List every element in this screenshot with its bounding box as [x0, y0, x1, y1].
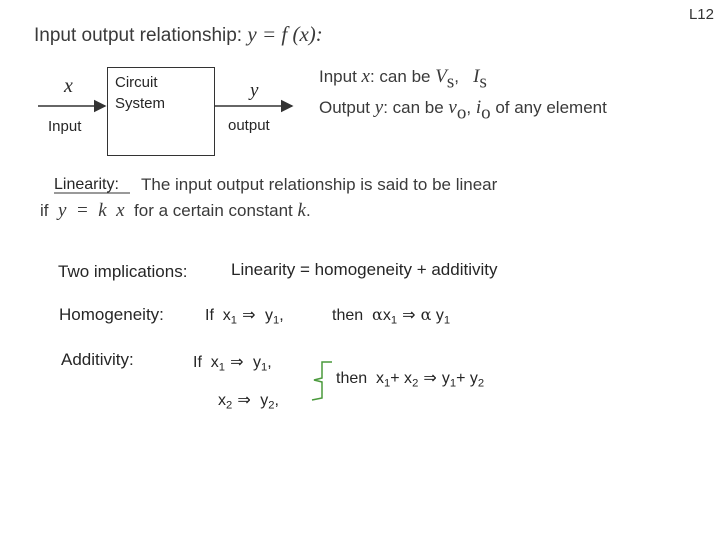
io-text: , [454, 67, 474, 86]
cond-equation: y = k x [57, 200, 125, 221]
math-text: y [431, 307, 444, 324]
output-variable: y [250, 80, 259, 101]
math-text: + y [456, 370, 478, 387]
output-label: output [228, 117, 270, 134]
cond-math: k [297, 200, 306, 221]
io-math: V [435, 66, 447, 87]
io-description [319, 64, 607, 125]
math-text: then [332, 307, 373, 324]
linearity-heading: Linearity: [54, 176, 119, 193]
homogeneity-label: Homogeneity: [59, 305, 164, 324]
cond-text: for a certain constant [124, 201, 298, 220]
math-sub: 1 [218, 361, 226, 374]
additivity-conclusion [336, 368, 484, 389]
linearity-condition [40, 200, 311, 222]
math-sub: 1 [230, 314, 238, 327]
cond-text: if [40, 201, 58, 220]
input-variable: x [64, 75, 73, 97]
math-text: , [267, 354, 272, 371]
io-text: : can be [383, 97, 449, 117]
math-text: , [279, 307, 284, 324]
math-text: y [248, 354, 262, 371]
io-math: v [448, 96, 457, 118]
io-text: of any element [490, 97, 607, 117]
math-text: x [382, 307, 391, 324]
io-text: , [466, 97, 476, 117]
additivity-premise-1 [193, 352, 272, 373]
math-sub: 2 [477, 377, 485, 390]
linearity-definition: The input output relationship is said to be linear [141, 175, 498, 194]
io-text: Input [319, 67, 362, 86]
linearity-equation: Linearity = homogeneity + additivity [231, 260, 498, 279]
math-sub: 1 [390, 314, 398, 327]
math-sub: 2 [268, 399, 275, 412]
input-description-line [319, 64, 607, 95]
io-sub: o [456, 102, 467, 124]
io-math: i [475, 96, 482, 118]
title-prefix: Input output relationship: [34, 25, 248, 46]
additivity-brace [312, 362, 332, 400]
title-equation: y = f (x): [247, 22, 323, 46]
math-text: y [255, 392, 269, 409]
math-sub: 1 [261, 361, 268, 374]
homogeneity-premise [205, 305, 284, 326]
io-sub: s [479, 71, 487, 93]
math-text: + x [390, 370, 413, 387]
io-math: I [473, 66, 480, 87]
math-sub: 1 [449, 377, 457, 390]
math-sub: 2 [412, 377, 419, 390]
io-text: Output [319, 97, 375, 117]
implies-symbol: ⇒ [397, 305, 421, 324]
math-text: y [260, 307, 274, 324]
input-label: Input [48, 118, 82, 135]
math-text: If x [205, 307, 231, 324]
math-sub: 1 [384, 377, 391, 390]
homogeneity-conclusion [332, 305, 450, 326]
math-sub: 1 [443, 314, 451, 327]
implies-symbol: ⇒ [418, 368, 442, 387]
alpha-symbol: α [420, 305, 432, 324]
io-sub: s [446, 71, 455, 93]
implications-label: Two implications: [58, 262, 188, 281]
alpha-symbol: α [372, 305, 383, 324]
cond-text: . [305, 201, 311, 220]
implies-symbol: ⇒ [237, 305, 261, 324]
io-text: : can be [369, 67, 436, 86]
math-text: x [218, 392, 226, 409]
math-sub: 2 [226, 399, 233, 412]
io-math: y [374, 96, 384, 118]
page-title [34, 22, 323, 47]
implies-symbol: ⇒ [232, 390, 256, 409]
slide-number: L12 [688, 6, 714, 23]
math-text: If x [193, 354, 219, 371]
math-text: y [441, 370, 450, 387]
implies-symbol: ⇒ [225, 352, 249, 371]
io-math: x [361, 66, 370, 87]
output-description-line [319, 95, 607, 126]
circuit-system-label: Circuit System [115, 74, 166, 112]
math-text: then x [336, 370, 385, 387]
additivity-label: Additivity: [61, 350, 134, 369]
math-text: , [274, 392, 279, 409]
additivity-premise-2 [218, 390, 279, 411]
io-sub: o [481, 102, 491, 124]
math-sub: 1 [273, 314, 280, 327]
